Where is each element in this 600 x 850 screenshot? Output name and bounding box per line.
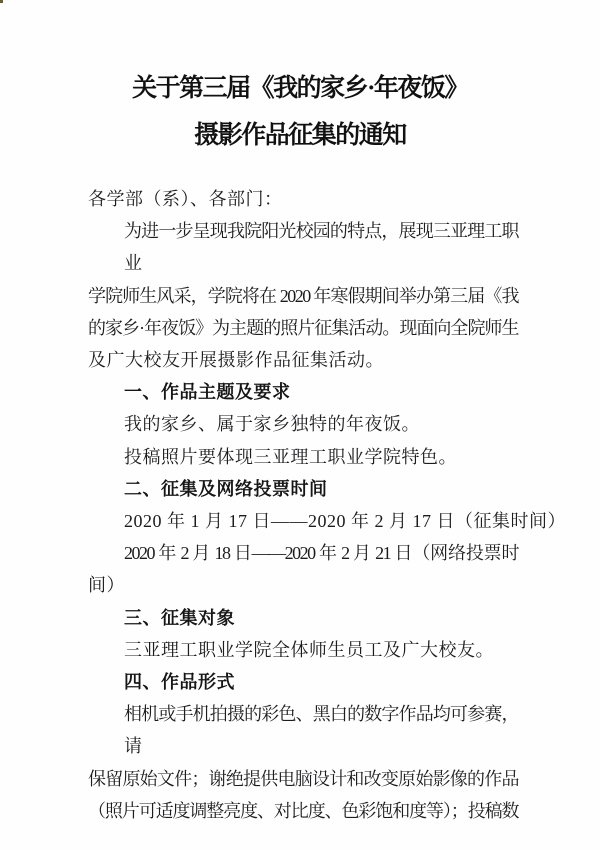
section-4-line-3: （照片可适度调整亮度、对比度、色彩饱和度等）；投稿数 xyxy=(88,800,518,821)
document-title xyxy=(0,65,600,159)
section-2-line-2: 2020 年 2 月 18 日——2020 年 2 月 21 日（网络投票时 xyxy=(124,543,518,564)
intro-line-4: 及广大校友开展摄影作品征集活动。 xyxy=(88,350,384,371)
intro-line-1: 为进一步呈现我院阳光校园的特点，展现三亚理工职业 xyxy=(124,221,518,274)
section-3-heading: 三、征集对象 xyxy=(124,607,235,628)
section-2-line-1: 2020 年 1 月 17 日——2020 年 2 月 17 日（征集时间） xyxy=(124,511,566,532)
section-2-line-3: 间） xyxy=(88,575,125,596)
section-1-line-1: 我的家乡、属于家乡独特的年夜饭。 xyxy=(124,414,420,435)
section-4-heading: 四、作品形式 xyxy=(124,672,235,693)
section-2-heading: 二、征集及网络投票时间 xyxy=(124,478,328,499)
section-3-line-1: 三亚理工职业学院全体师生员工及广大校友。 xyxy=(124,639,494,660)
section-4-line-2: 保留原始文件；谢绝提供电脑设计和改变原始影像的作品 xyxy=(88,768,518,789)
section-4-line-1: 相机或手机拍摄的彩色、黑白的数字作品均可参赛，请 xyxy=(124,704,518,757)
document-body xyxy=(88,183,566,827)
scan-artifact xyxy=(0,0,3,3)
salutation: 各学部（系）、各部门： xyxy=(88,189,283,209)
section-1-heading: 一、作品主题及要求 xyxy=(124,382,291,403)
title-line-2: 摄影作品征集的通知 xyxy=(194,122,406,149)
title-line-1: 关于第三届《我的家乡·年夜饭》 xyxy=(132,75,468,102)
intro-line-3: 的家乡·年夜饭》为主题的照片征集活动。现面向全院师生 xyxy=(88,317,518,338)
section-1-line-2: 投稿照片要体现三亚理工职业学院特色。 xyxy=(124,446,457,467)
intro-line-2: 学院师生风采，学院将在 2020 年寒假期间举办第三届《我 xyxy=(88,285,518,306)
